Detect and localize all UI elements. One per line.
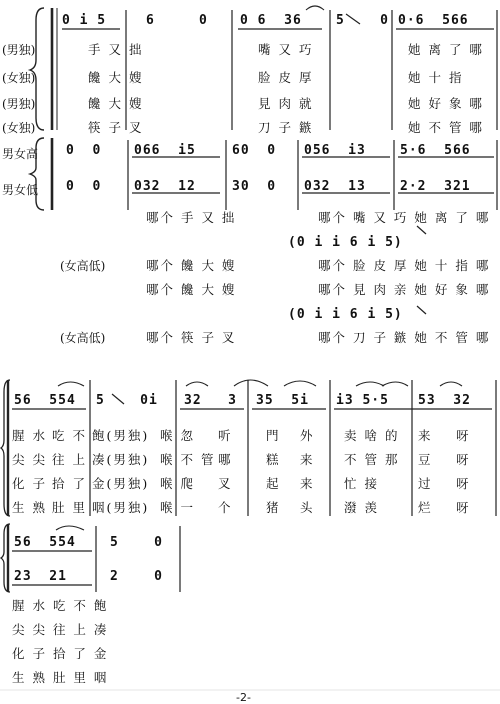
s3-l3-9: 呀	[456, 476, 471, 491]
s4-lyr-3: 化 子 拾 了 金	[12, 646, 109, 661]
s2-high-m4: 056 i3	[304, 143, 366, 158]
s2-role-high: 男女高	[2, 147, 39, 161]
s1-role-3: (男独)	[2, 97, 36, 111]
s2-paren2: (0 i i 6 i 5)	[288, 307, 403, 322]
s3-m3: 32 3	[184, 393, 237, 408]
s3-l2-6: 来	[300, 452, 315, 467]
s2-low-m2: 032 12	[134, 179, 196, 194]
s3-l1-2: 飽(男独)	[92, 428, 150, 443]
s3-m4: 35 5i	[256, 393, 309, 408]
s3-l3-8: 过	[418, 476, 433, 491]
s4-high-m1: 56 554	[14, 535, 76, 550]
s3-l4-8: 烂	[418, 500, 433, 515]
s1-m5: 0·6 566	[398, 13, 469, 28]
s1-lyr-1c: 她 离 了 哪	[408, 42, 484, 57]
s2-lyr3-a: 哪个 饞 大 嫂	[146, 282, 237, 297]
s4-lyr-4: 生 熟 肚 里 咽	[12, 670, 109, 685]
s3-l4-3: 喉 一	[160, 500, 195, 515]
s1-m2: 6 0	[146, 13, 208, 28]
s3-l2-0: 尖 尖	[12, 452, 47, 467]
s3-l3-2: 金(男独)	[92, 476, 150, 491]
s3-l2-2: 凑(男独)	[92, 452, 150, 467]
s3-l1-8: 来	[418, 428, 433, 443]
s1-lyr-1b: 嘴 又 巧	[258, 42, 314, 57]
s1-lyr-2a: 饞 大 嫂	[88, 70, 144, 85]
s2-lyr1-a: 哪个 手 又 拙	[146, 210, 237, 225]
s1-lyr-1a: 手 又 拙	[88, 42, 144, 57]
s1-m3: 0 6 36	[240, 13, 302, 28]
s3-l1-7: 卖 啥 的	[344, 428, 400, 443]
s2-role-low: 男女低	[2, 183, 39, 197]
s2-low-m4: 032 13	[304, 179, 366, 194]
s1-lyr-3c: 她 好 象 哪	[408, 96, 484, 111]
s3-l1-1: 吃 不	[52, 428, 87, 443]
s3-l3-5: 起	[266, 476, 281, 491]
s3-l1-6: 外	[300, 428, 315, 443]
s1-role-4: (女独)	[2, 121, 36, 135]
s2-high-m2: 066 i5	[134, 143, 196, 158]
s4-lyr-1: 腥 水 吃 不 飽	[12, 598, 109, 613]
s3-l4-7: 潑 羡	[344, 500, 379, 515]
s2-paren1: (0 i i 6 i 5)	[288, 235, 403, 250]
s3-l4-4: 个	[218, 500, 233, 515]
s4-low-m2: 2 0	[110, 569, 163, 584]
s1-lyr-3b: 見 肉 就	[258, 96, 314, 111]
s2-lyr4-b: 哪个 刀 子 鏃 她 不 管 哪	[318, 330, 491, 345]
s1-lyr-2b: 脸 皮 厚	[258, 70, 314, 85]
s3-l4-5: 猪	[266, 500, 281, 515]
s2-low-m3: 30 0	[232, 179, 277, 194]
s3-l2-9: 呀	[456, 452, 471, 467]
page-number: -2-	[236, 691, 251, 704]
s1-m4: 5 0	[336, 13, 389, 28]
s1-lyr-4c: 她 不 管 哪	[408, 120, 484, 135]
s2-lyr2-a: 哪个 饞 大 嫂	[146, 258, 237, 273]
s3-l2-8: 豆	[418, 452, 433, 467]
s3-l3-7: 忙 接	[344, 476, 379, 491]
s3-m1: 56 554	[14, 393, 76, 408]
s2-lyr1-b: 哪个 嘴 又 巧 她 离 了 哪	[318, 210, 491, 225]
s4-lyr-2: 尖 尖 往 上 凑	[12, 622, 109, 637]
s2-low-m1: 0 0	[66, 179, 102, 194]
s3-l3-1: 拾 了	[52, 476, 87, 491]
s3-l2-3: 喉 不 管	[160, 452, 216, 467]
s3-l2-1: 往 上	[52, 452, 87, 467]
s3-l1-0: 腥 水	[12, 428, 47, 443]
s2-lyr4-a: 哪个 筷 子 叉	[146, 330, 237, 345]
s3-l3-0: 化 子	[12, 476, 47, 491]
s1-lyr-2c: 她 十 指	[408, 70, 464, 85]
s3-l3-3: 喉 爬	[160, 476, 195, 491]
s4-high-m2: 5 0	[110, 535, 163, 550]
s3-l4-9: 呀	[456, 500, 471, 515]
s1-role-1: (男独)	[2, 43, 36, 57]
s3-l4-0: 生 熟	[12, 500, 47, 515]
s3-l2-5: 糕	[266, 452, 281, 467]
s3-m5: i3 5·5	[336, 393, 389, 408]
s3-l4-6: 头	[300, 500, 315, 515]
s2-lyr3-b: 哪个 見 肉 亲 她 好 象 哪	[318, 282, 491, 297]
s3-l1-4: 听	[218, 428, 233, 443]
s2-high-m5: 5·6 566	[400, 143, 471, 158]
s3-l4-2: 咽(男独)	[92, 500, 150, 515]
s3-l1-3: 喉 忽	[160, 428, 195, 443]
s3-l4-1: 肚 里	[52, 500, 87, 515]
s3-m2: 5 0i	[96, 393, 158, 408]
s3-l1-5: 門	[266, 428, 281, 443]
s3-l2-7: 不 管 那	[344, 452, 400, 467]
s1-m1: 0 i 5	[62, 13, 107, 28]
s1-lyr-3a: 饞 大 嫂	[88, 96, 144, 111]
s2-role2: (女高低)	[60, 259, 106, 273]
s2-high-m3: 60 0	[232, 143, 277, 158]
s1-role-2: (女独)	[2, 71, 36, 85]
s3-l3-4: 叉	[218, 476, 233, 491]
s2-role4: (女高低)	[60, 331, 106, 345]
s2-high-m1: 0 0	[66, 143, 102, 158]
s2-low-m5: 2·2 321	[400, 179, 471, 194]
s1-lyr-4b: 刀 子 鏃	[258, 120, 314, 135]
s3-m6: 53 32	[418, 393, 471, 408]
s3-l3-6: 来	[300, 476, 315, 491]
s3-l1-9: 呀	[456, 428, 471, 443]
s1-lyr-4a: 筷 子 叉	[88, 120, 144, 135]
s4-low-m1: 23 21	[14, 569, 67, 584]
s2-lyr2-b: 哪个 脸 皮 厚 她 十 指 哪	[318, 258, 491, 273]
s3-l2-4: 哪	[218, 452, 233, 467]
